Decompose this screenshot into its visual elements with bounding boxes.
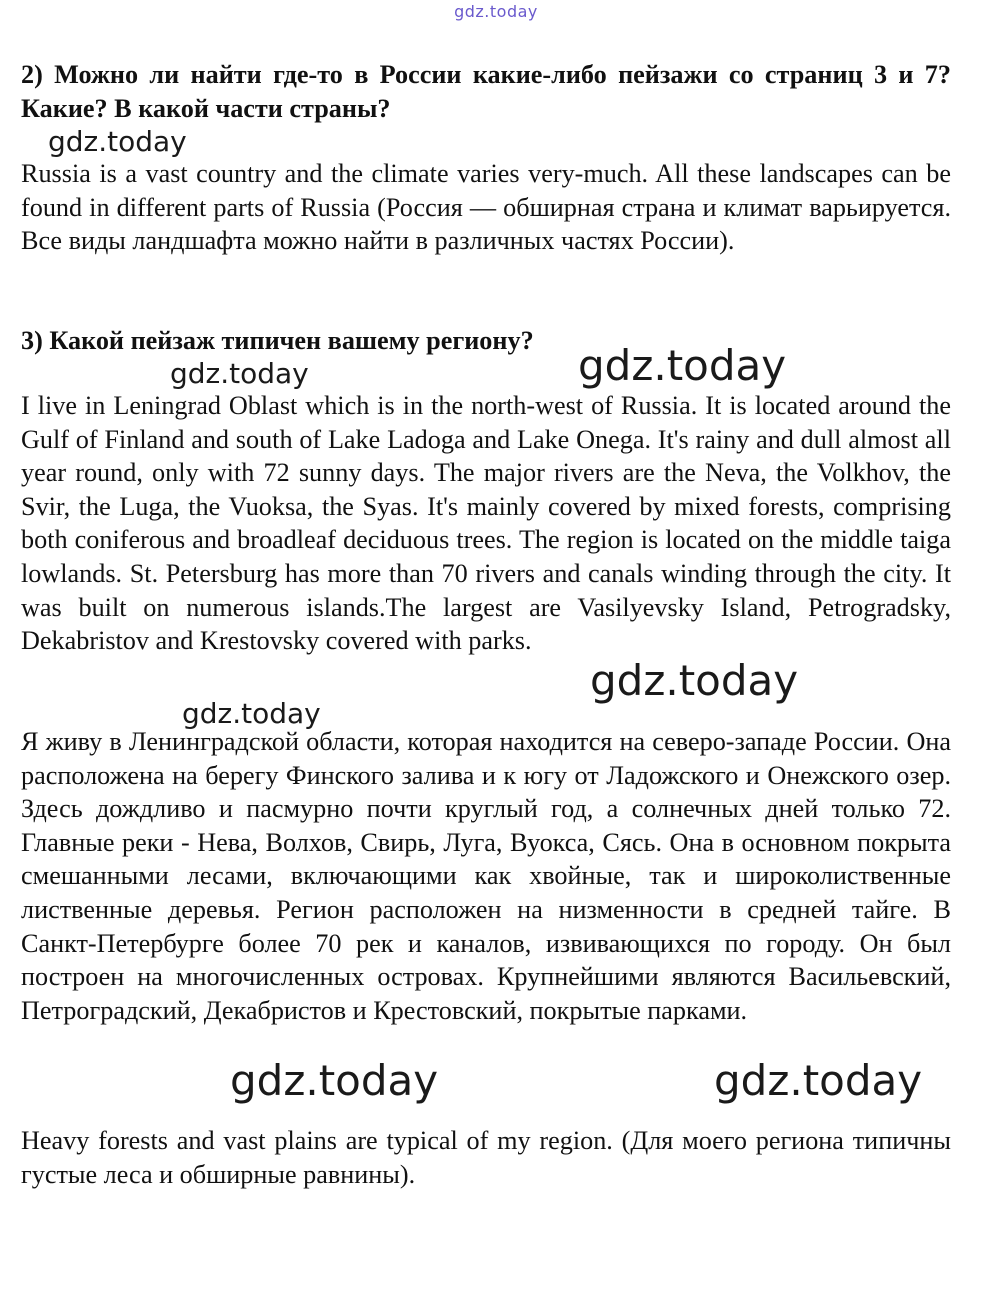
- answer-3-english: I live in Leningrad Oblast which is in the north-west of Russia. It is located around the Gulf of Finland and south of Lake Ladoga and Lake Onega. It's rainy and dull almost all year round, only with 72 sunny days. The major rivers are the Neva, the Volkhov, the Svir, the Luga, the Vuoksa, the Syas. It's mainly covered by mixed forests, comprising both coniferous and broadleaf deciduous trees. The region is located on the middle taiga lowlands. St. Petersburg has more than 70 rivers and canals winding through the city. It was built on numerous islands.The largest are Vasilyevsky Island, Petrogradsky, Dekabristov and Krestovsky covered with parks.: [21, 391, 951, 656]
- watermark-text: gdz.today: [714, 1056, 923, 1105]
- watermark-text: gdz.today: [578, 341, 787, 390]
- watermark-text: gdz.today: [170, 357, 309, 390]
- watermark-text: gdz.today: [590, 656, 799, 705]
- answer-3-russian: Я живу в Ленинградской области, которая находится на северо-западе России. Она расположена на берегу Финского залива и к югу от Ладожского и Онежского озер. Здесь дождливо и пасмурно почти круглый год, а солнечных дней только 72. Главные реки - Нева, Волхов, Свирь, Луга, Вуокса, Сясь. Она в основном покрыта смешанными лесами, включающими как хвойные, так и широколиственные лиственные деревья. Регион расположен на низменности в средней тайге. В Санкт-Петербурге более 70 рек и каналов, извивающихся по городу. Он был построен на многочисленных островах. Крупнейшими являются Васильевский, Петроградский, Декабристов и Крестовский, покрытые парками.: [21, 727, 951, 1025]
- watermark-text: gdz.today: [182, 697, 321, 730]
- question-3: 3) Какой пейзаж типичен вашему региону?: [21, 326, 534, 355]
- question-2: 2) Можно ли найти где-то в России какие-либо пейзажи со страниц 3 и 7? Какие? В какой части страны?: [21, 60, 951, 123]
- watermark-text: gdz.today: [230, 1056, 439, 1105]
- answer-2: Russia is a vast country and the climate varies very-much. All these landscapes can be found in different parts of Russia (Россия — обширная страна и климат варьируется. Все виды ландшафта можно найти в различных частях России).: [21, 159, 951, 256]
- answer-3-conclusion: Heavy forests and vast plains are typical of my region. (Для моего региона типичны густые леса и обширные равнины).: [21, 1126, 951, 1189]
- watermark-text: gdz.today: [48, 125, 187, 158]
- top-watermark: gdz.today: [454, 2, 538, 21]
